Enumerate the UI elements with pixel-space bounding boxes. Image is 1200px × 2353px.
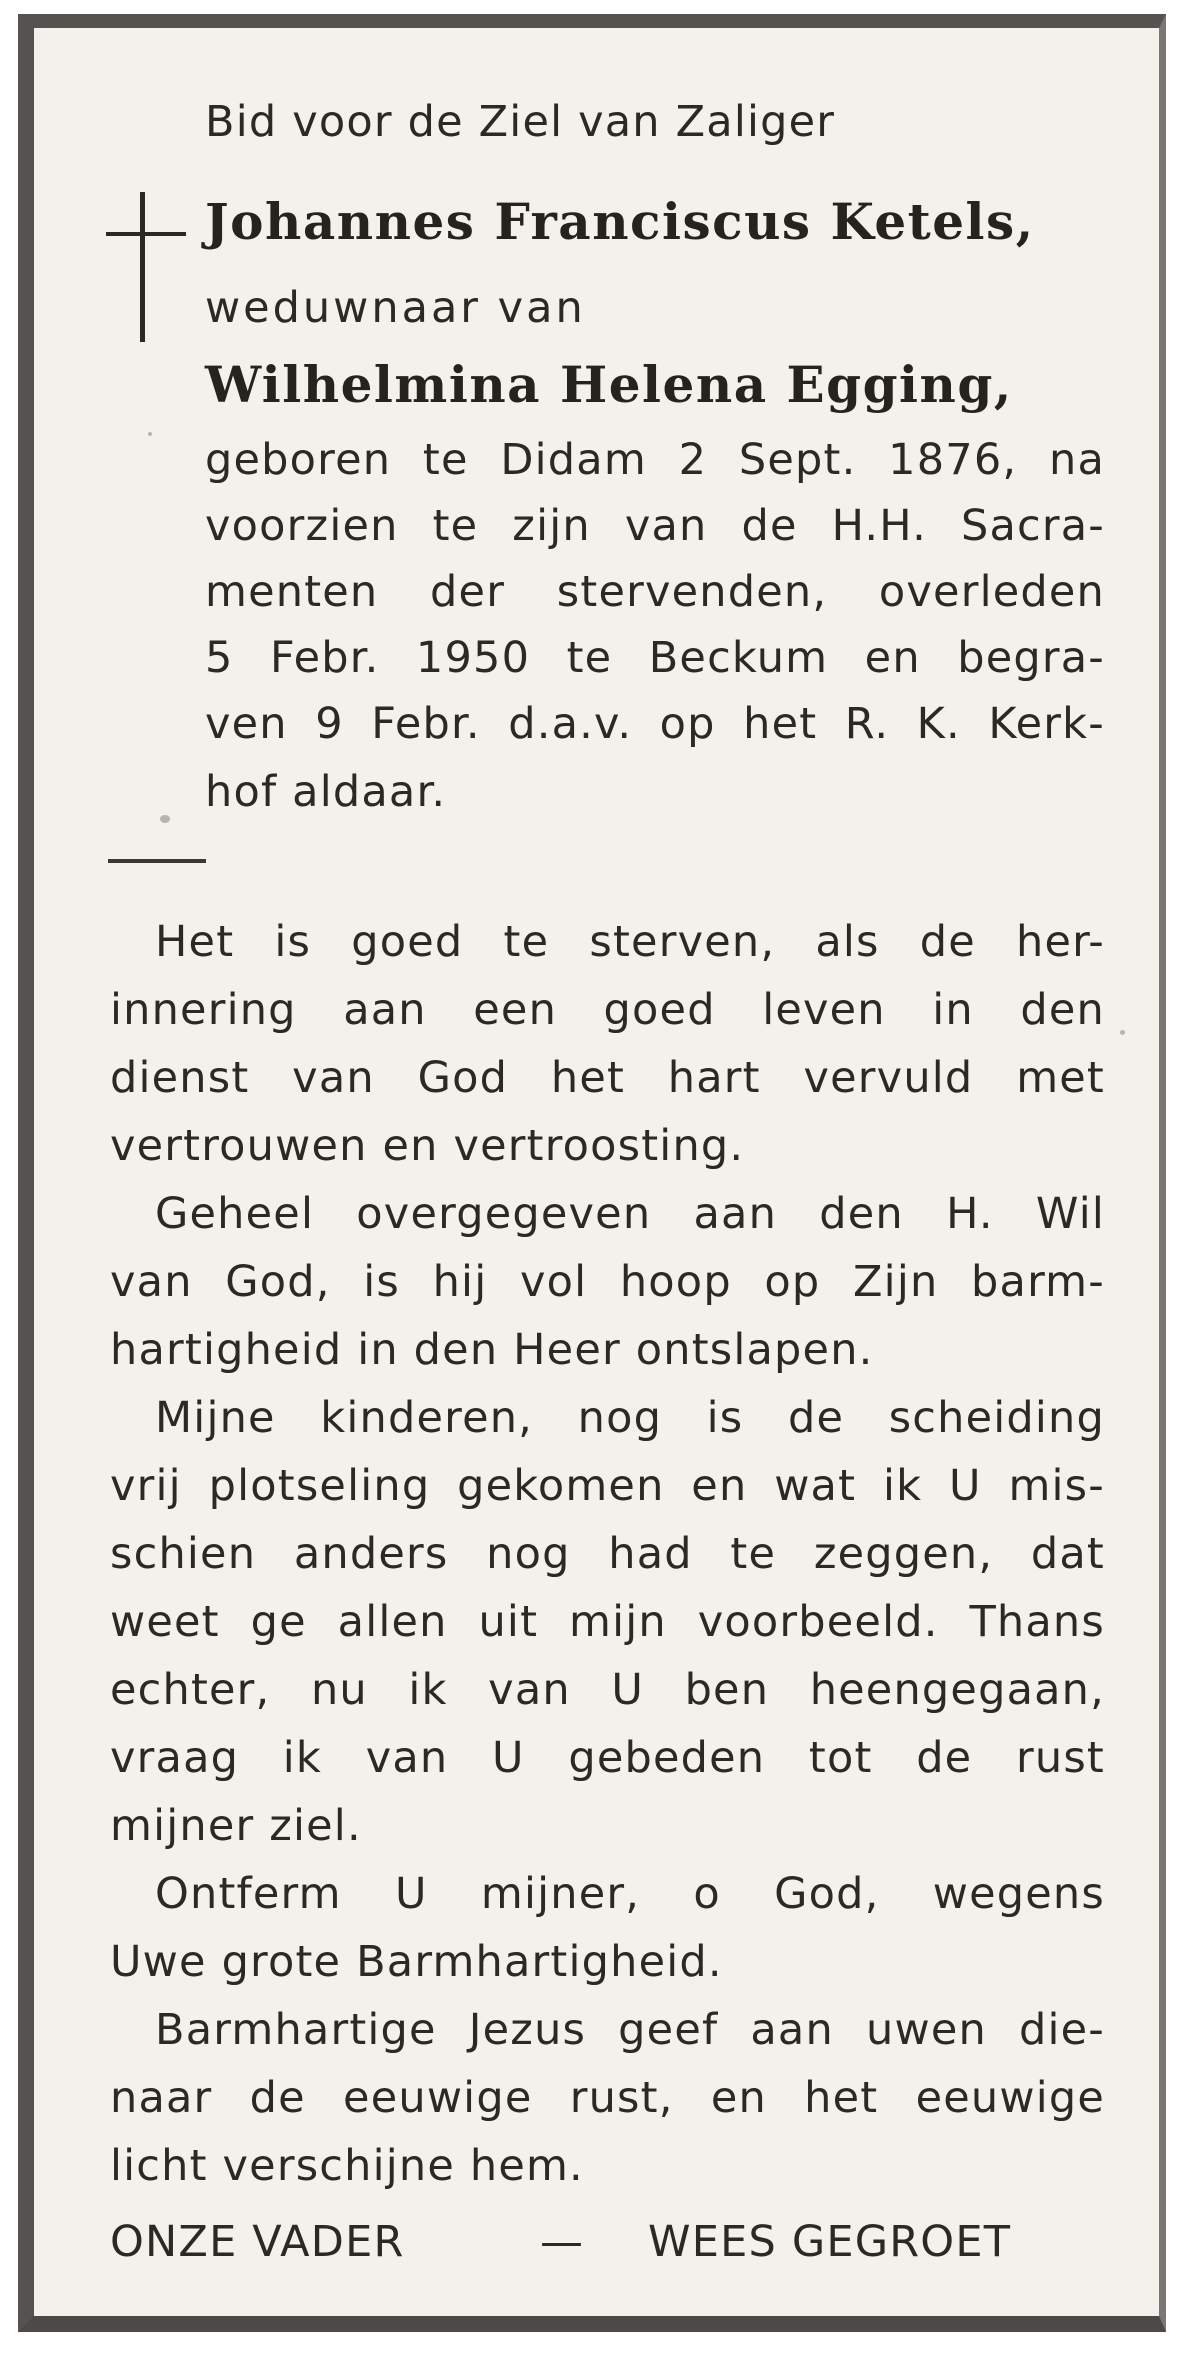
cross-icon-bar <box>106 232 186 236</box>
paper-speck <box>148 432 152 436</box>
body-line: schien anders nog had te zeggen, dat <box>110 1529 1105 1579</box>
body-line: licht verschijne hem. <box>110 2141 584 2191</box>
intro-line: Bid voor de Ziel van Zaliger <box>205 97 836 147</box>
relation-line: weduwnaar van <box>205 283 586 333</box>
body-line: weet ge allen uit mijn voorbeeld. Thans <box>110 1597 1105 1647</box>
biography-line: ven 9 Febr. d.a.v. op het R. K. Kerk- <box>205 699 1105 749</box>
body-line: Uwe grote Barmhartigheid. <box>110 1937 723 1987</box>
body-line: Geheel overgegeven aan den H. Wil <box>155 1189 1105 1239</box>
paper-speck <box>160 815 170 823</box>
biography-line: geboren te Didam 2 Sept. 1876, na <box>205 435 1105 485</box>
biography-line: hof aldaar. <box>205 767 447 817</box>
prayer-onze-vader: ONZE VADER <box>110 2217 405 2267</box>
body-line: naar de eeuwige rust, en het eeuwige <box>110 2073 1105 2123</box>
biography-line: voorzien te zijn van de H.H. Sacra- <box>205 501 1105 551</box>
body-line: vrij plotseling gekomen en wat ik U mis- <box>110 1461 1105 1511</box>
deceased-name: Johannes Franciscus Ketels, <box>205 192 1035 251</box>
biography-line: menten der stervenden, overleden <box>205 567 1105 617</box>
body-line: echter, nu ik van U ben heengegaan, <box>110 1665 1105 1715</box>
body-line: van God, is hij vol hoop op Zijn barm- <box>110 1257 1105 1307</box>
body-line: vraag ik van U gebeden tot de rust <box>110 1733 1105 1783</box>
body-line: Mijne kinderen, nog is de scheiding <box>155 1393 1105 1443</box>
prayer-separator: — <box>540 2217 585 2267</box>
body-line: Het is goed te sterven, als de her- <box>155 917 1105 967</box>
spouse-name: Wilhelmina Helena Egging, <box>205 355 1013 414</box>
biography-line: 5 Febr. 1950 te Beckum en begra- <box>205 633 1105 683</box>
body-line: hartigheid in den Heer ontslapen. <box>110 1325 874 1375</box>
paper-speck <box>1120 1030 1125 1035</box>
body-line: mijner ziel. <box>110 1801 362 1851</box>
body-line: Ontferm U mijner, o God, wegens <box>155 1869 1105 1919</box>
divider <box>108 859 206 863</box>
body-line: dienst van God het hart vervuld met <box>110 1053 1105 1103</box>
prayer-wees-gegroet: WEES GEGROET <box>648 2217 1012 2267</box>
body-line: innering aan een goed leven in den <box>110 985 1105 1035</box>
body-line: Barmhartige Jezus geef aan uwen die- <box>155 2005 1105 2055</box>
cross-icon <box>140 192 145 342</box>
body-line: vertrouwen en vertroosting. <box>110 1121 745 1171</box>
